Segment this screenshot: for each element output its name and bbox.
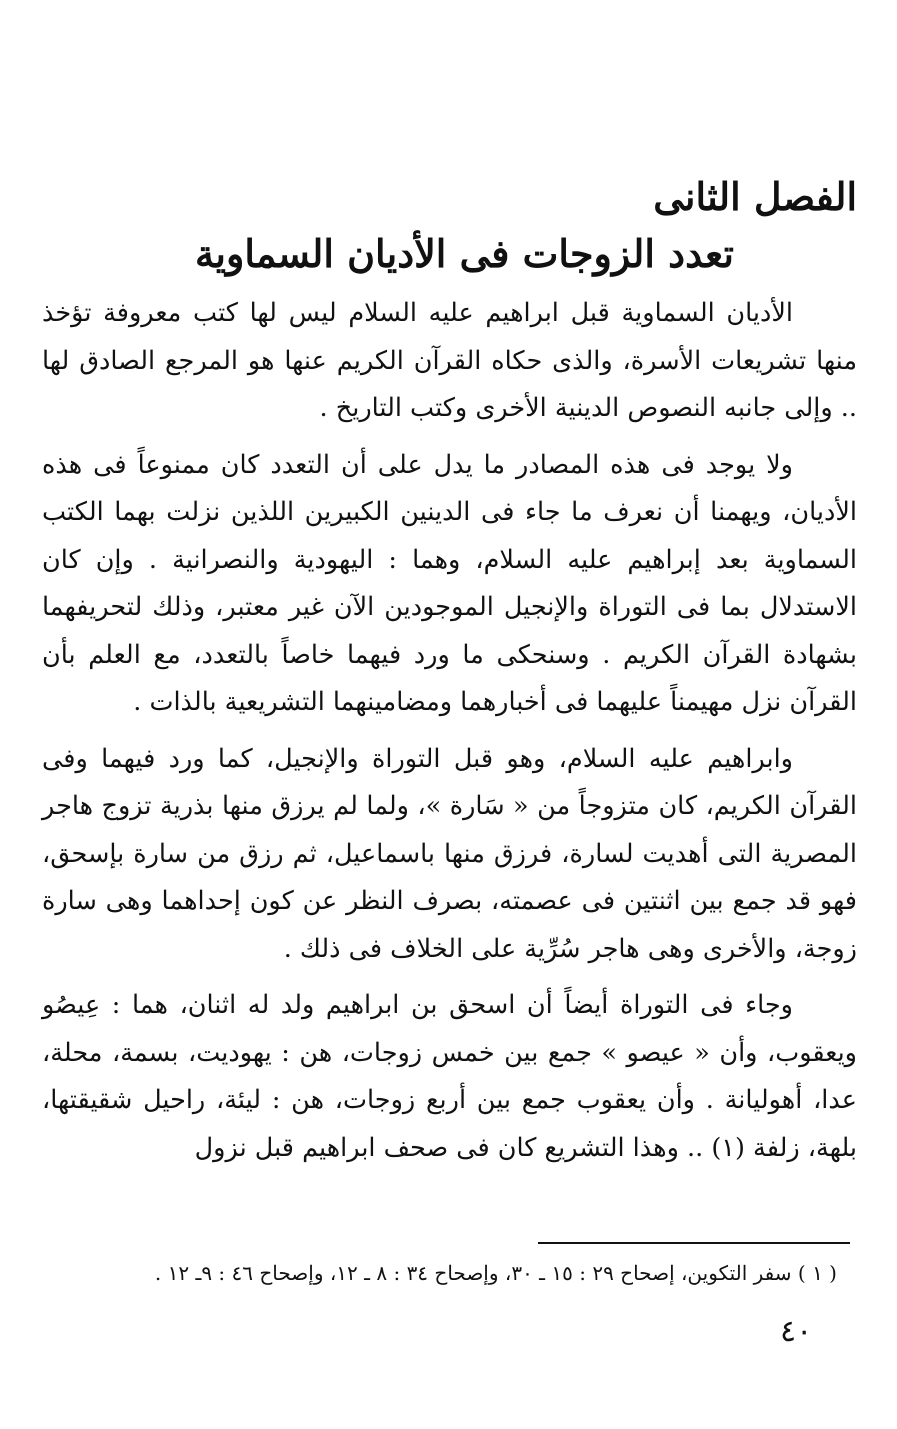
- chapter-subtitle: تعدد الزوجات فى الأديان السماوية: [195, 231, 734, 276]
- paragraph-ibrahim: وابراهيم عليه السلام، وهو قبل التوراة والإنجيل، كما ورد فيهما وفى القرآن الكريم، كان متزوجاً من « سَارة »، ولما لم يرزق منها بذرية تزوج هاجر المصرية التى أهديت لسارة، فرزق منها باسماعيل، ثم رزق من سارة بإسحق، فهو قد جمع بين اثنتين فى عصمته، بصرف النظر عن كون إحداهما وهى سارة زوجة، والأخرى وهى هاجر سُرِّية على الخلاف فى ذلك .: [42, 743, 857, 964]
- chapter-title: الفصل الثانى: [653, 174, 857, 219]
- footnote-divider: [538, 1242, 850, 1244]
- page-number: ٤٠: [780, 1314, 813, 1349]
- paragraph-torah: وجاء فى التوراة أيضاً أن اسحق بن ابراهيم ولد له اثنان، هما : عِيصُو ويعقوب، وأن « عيصو » جمع بين خمس زوجات، هن : يهوديت، بسمة، محلة، عدا، أهوليانة . وأن يعقوب جمع بين أربع زوجات، هن : ليئة، راحيل شقيقتها، بلهة، زلفة (١) .. وهذا التشريع كان فى صحف ابراهيم قبل نزول: [42, 990, 857, 1163]
- paragraph-sources: الأديان السماوية قبل ابراهيم عليه السلام ليس لها كتب معروفة تؤخذ منها تشريعات الأسرة، والذى حكاه القرآن الكريم عنها هو المرجع الصادق لها .. وإلى جانبه النصوص الدينية الأخرى وكتب التاريخ .: [42, 298, 857, 423]
- paragraph-judaism-christianity: ولا يوجد فى هذه المصادر ما يدل على أن التعدد كان ممنوعاً فى هذه الأديان، ويهمنا أن نعرف ما جاء فى الدينين الكبيرين اللذين نزلت بهما الكتب السماوية بعد إبراهيم عليه السلام، وهما : اليهودية والنصرانية . وإن كان الاستدلال بما فى التوراة والإنجيل الموجودين الآن غير معتبر، وذلك لتحريفهما بشهادة القرآن الكريم . وسنحكى ما ورد فيهما خاصاً بالتعدد، مع العلم بأن القرآن نزل مهيمناً عليهما فى أخبارهما ومضامينهما التشريعية بالذات .: [42, 449, 857, 717]
- footnote: ( ١ ) سفر التكوين، إصحاح ٢٩ : ١٥ ـ ٣٠، وإصحاح ٣٤ : ٨ ـ ١٢، وإصحاح ٤٦ : ٩ـ ١٢ .: [154, 1261, 837, 1285]
